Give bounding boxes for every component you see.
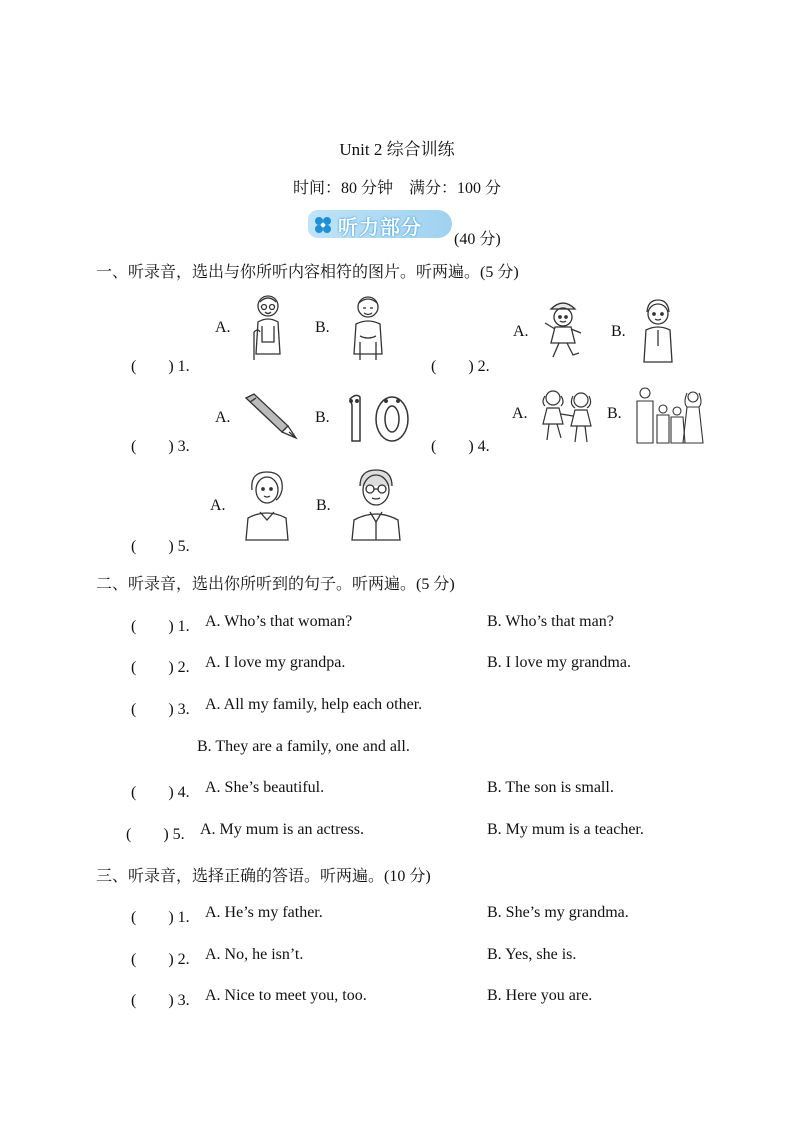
s2-q3-number[interactable]: ( ) 3. bbox=[131, 701, 190, 718]
section1-title: 一、听录音，选出与你所听内容相符的图片。听两遍。(5 分) bbox=[96, 264, 519, 281]
s2-q4-option-a: A. She’s beautiful. bbox=[205, 779, 325, 796]
s2-q1-option-b: B. Who’s that man? bbox=[487, 613, 614, 630]
q4-option-b-label: B. bbox=[607, 405, 622, 422]
section2-title: 二、听录音，选出你所听到的句子。听两遍。(5 分) bbox=[96, 576, 455, 593]
s3-q2-option-a: A. No, he isn’t. bbox=[205, 946, 304, 963]
q4-answer-blank[interactable]: ( ) 4. bbox=[431, 438, 490, 455]
family-picture bbox=[631, 385, 707, 445]
s2-q1-option-a: A. Who’s that woman? bbox=[205, 613, 353, 630]
grandpa-picture bbox=[346, 292, 390, 362]
boy-picture bbox=[638, 296, 678, 364]
s2-q1-number[interactable]: ( ) 1. bbox=[131, 618, 190, 635]
q5-answer-blank[interactable]: ( ) 5. bbox=[131, 538, 190, 555]
two-girls-picture bbox=[537, 386, 599, 444]
banner-score: (40 分) bbox=[454, 231, 501, 248]
s3-q3-option-b: B. Here you are. bbox=[487, 987, 593, 1004]
q5-option-b-label: B. bbox=[316, 497, 331, 514]
q1-option-b-label: B. bbox=[315, 319, 330, 336]
banner-label: 听力部分 bbox=[338, 215, 422, 239]
s2-q2-number[interactable]: ( ) 2. bbox=[131, 659, 190, 676]
q2-option-b-label: B. bbox=[611, 323, 626, 340]
section-banner bbox=[308, 210, 452, 238]
s2-q5-option-a: A. My mum is an actress. bbox=[200, 821, 364, 838]
grandpa-with-cane-picture bbox=[246, 292, 290, 362]
s3-q2-option-b: B. Yes, she is. bbox=[487, 946, 577, 963]
s3-q3-option-a: A. Nice to meet you, too. bbox=[205, 987, 367, 1004]
s2-q3-option-a: A. All my family, help each other. bbox=[205, 696, 423, 713]
s2-q2-option-b: B. I love my grandma. bbox=[487, 654, 631, 671]
exam-meta: 时间：80 分钟 满分：100 分 bbox=[292, 180, 501, 197]
s2-q5-number[interactable]: ( ) 5. bbox=[126, 826, 185, 843]
s3-q2-number[interactable]: ( ) 2. bbox=[131, 951, 190, 968]
s3-q1-option-a: A. He’s my father. bbox=[205, 904, 323, 921]
q3-answer-blank[interactable]: ( ) 3. bbox=[131, 438, 190, 455]
s2-q3-option-b: B. They are a family, one and all. bbox=[197, 738, 410, 755]
q1-answer-blank[interactable]: ( ) 1. bbox=[131, 358, 190, 375]
woman-picture bbox=[242, 468, 292, 542]
q2-option-a-label: A. bbox=[513, 323, 529, 340]
q5-option-a-label: A. bbox=[210, 497, 226, 514]
s3-q1-option-b: B. She’s my grandma. bbox=[487, 904, 629, 921]
q4-option-a-label: A. bbox=[512, 405, 528, 422]
page-title: Unit 2 综合训练 bbox=[339, 140, 455, 159]
number-ten-picture bbox=[342, 391, 414, 445]
s2-q4-number[interactable]: ( ) 4. bbox=[131, 784, 190, 801]
girl-dancing-picture bbox=[541, 297, 585, 363]
pen-picture bbox=[242, 392, 300, 442]
q3-option-a-label: A. bbox=[215, 409, 231, 426]
man-with-glasses-picture bbox=[348, 466, 404, 542]
s2-q2-option-a: A. I love my grandpa. bbox=[205, 654, 346, 671]
flower-icon bbox=[314, 216, 332, 234]
q2-answer-blank[interactable]: ( ) 2. bbox=[431, 358, 490, 375]
s2-q4-option-b: B. The son is small. bbox=[487, 779, 614, 796]
section3-title: 三、听录音，选择正确的答语。听两遍。(10 分) bbox=[96, 868, 431, 885]
s2-q5-option-b: B. My mum is a teacher. bbox=[487, 821, 644, 838]
q3-option-b-label: B. bbox=[315, 409, 330, 426]
s3-q3-number[interactable]: ( ) 3. bbox=[131, 992, 190, 1009]
s3-q1-number[interactable]: ( ) 1. bbox=[131, 909, 190, 926]
q1-option-a-label: A. bbox=[215, 319, 231, 336]
